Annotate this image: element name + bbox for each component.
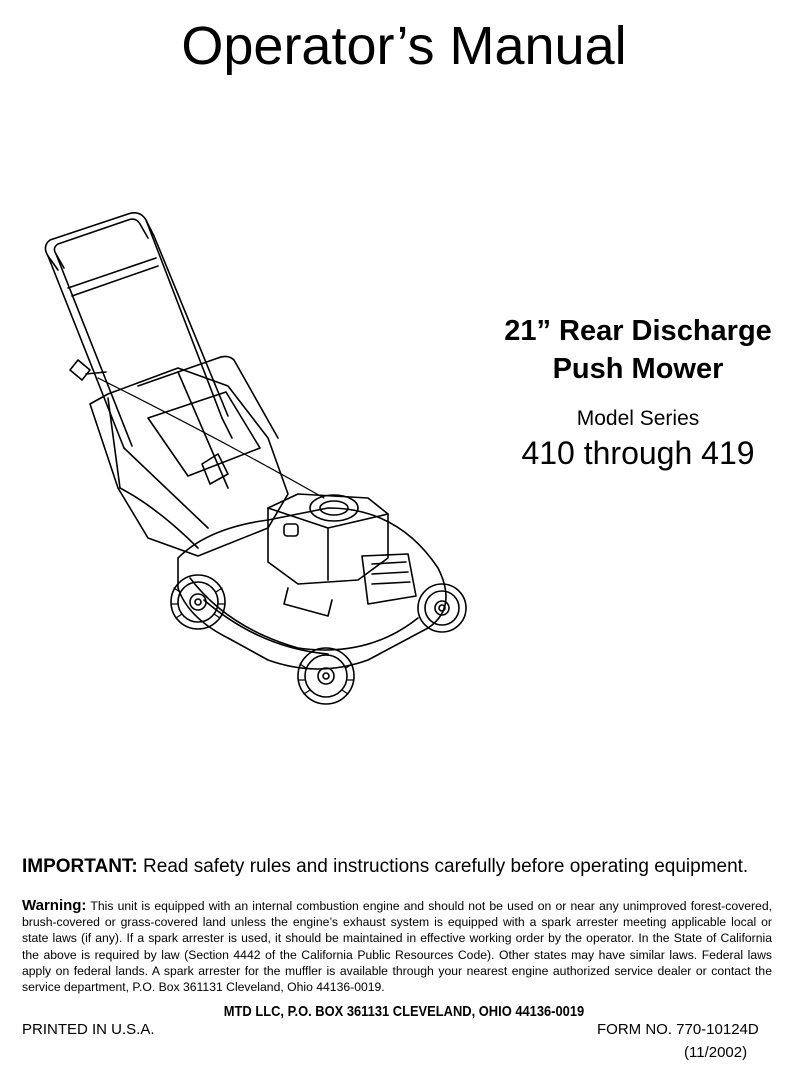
important-label: IMPORTANT: — [22, 856, 138, 877]
product-heading — [478, 312, 798, 472]
important-text: Read safety rules and instructions carefully before operating equipment. — [137, 856, 749, 877]
form-date: (11/2002) — [684, 1044, 748, 1061]
push-mower-illustration — [28, 208, 478, 708]
form-number: FORM NO. 770-10124D — [597, 1021, 759, 1038]
important-notice — [22, 855, 792, 879]
warning-notice — [22, 898, 772, 995]
company-address: MTD LLC, P.O. BOX 361131 CLEVELAND, OHIO 44136-0019 — [223, 1003, 585, 1020]
product-name-line-2: Push Mower — [552, 353, 724, 385]
product-name-line-1: 21” Rear Discharge — [504, 315, 772, 347]
model-series-label: Model Series — [576, 407, 700, 430]
printed-in: PRINTED IN U.S.A. — [22, 1021, 155, 1038]
model-series-range: 410 through 419 — [521, 435, 755, 471]
manual-title: Operator’s Manual — [181, 16, 627, 76]
warning-label: Warning: — [22, 897, 87, 914]
warning-text: This unit is equipped with an internal combustion engine and should not be used on or near any unimproved forest-covered, brush-covered or grass-covered land unless the engine’s exhaust system is equipped with a spark arrester meeting applicable local or state laws (if any). If a spark arrester is used, it should be maintained in effective working order by the operator. In the State of California the above is required by law (Section 4442 of the California Public Resources Code). Other states may have similar laws. Federal laws apply on federal lands. A spark arrester for the muffler is available through your nearest engine authorized service dealer or contact the service department, P.O. Box 361131 Cleveland, Ohio 44136-0019. — [22, 899, 772, 995]
